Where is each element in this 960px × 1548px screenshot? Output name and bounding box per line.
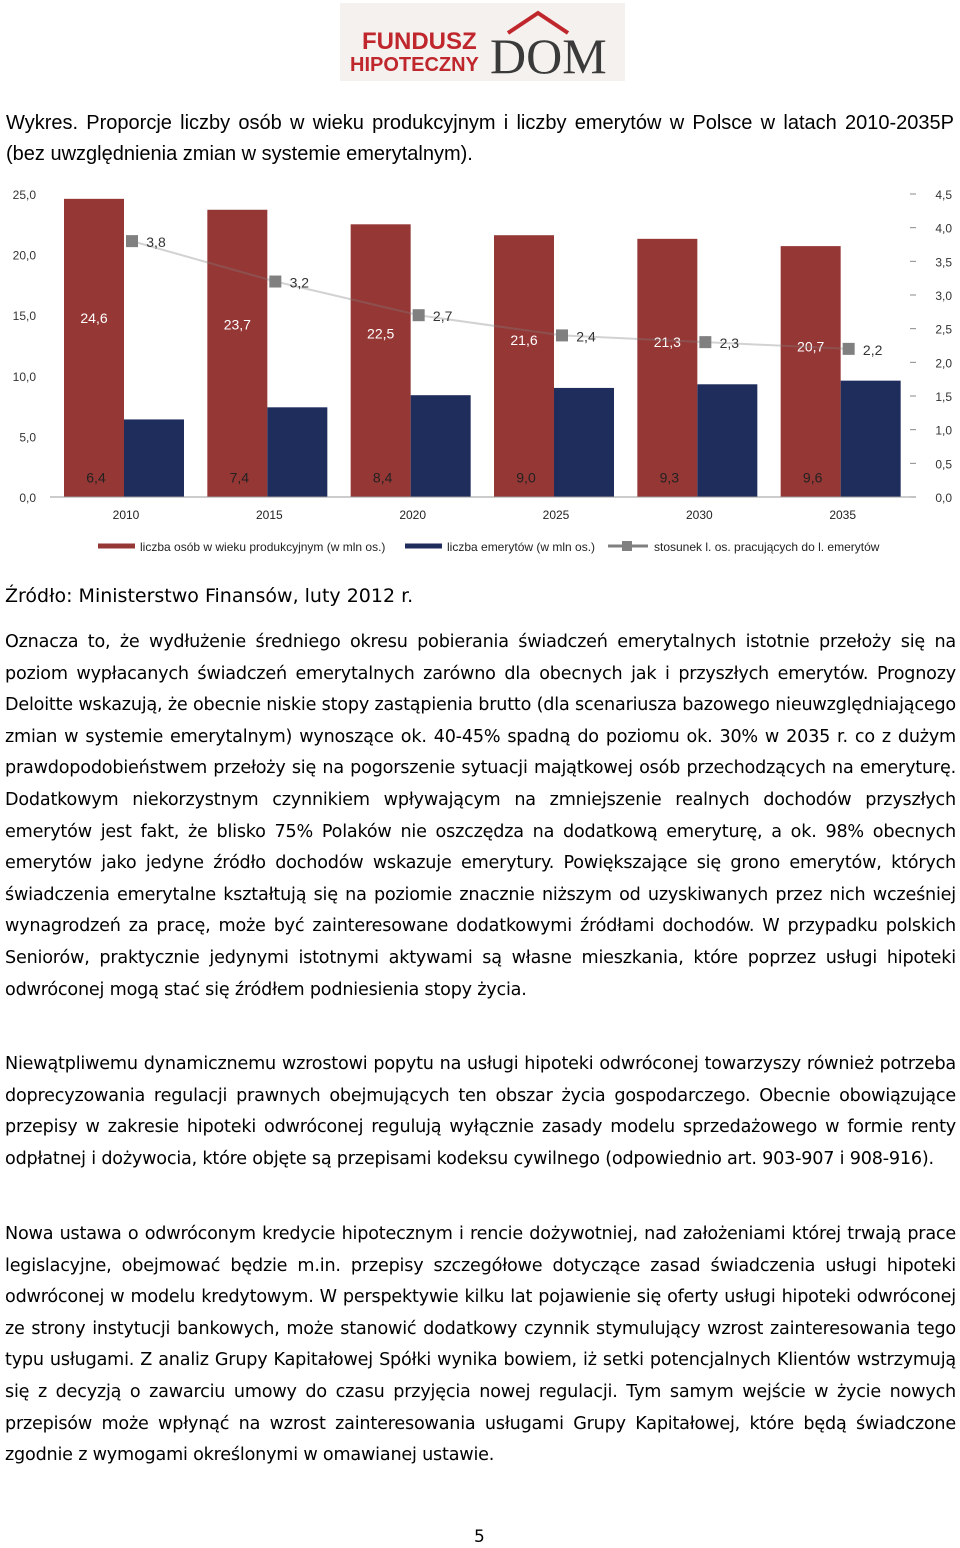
company-logo [340, 3, 625, 81]
x-axis-tick-label: 2035 [829, 508, 857, 522]
right-axis-tick-label: 4,5 [935, 188, 952, 202]
ratio-marker [556, 329, 568, 341]
left-axis-tick-label: 25,0 [12, 188, 36, 202]
ratio-marker [413, 309, 425, 321]
bar-pensioners [697, 384, 757, 497]
bar-working-age [637, 239, 697, 497]
ratio-marker [269, 276, 281, 288]
bar-working-age [207, 210, 267, 497]
bar-working-age [781, 246, 841, 497]
bar-label-working-age: 21,6 [510, 331, 538, 348]
figure-title: Wykres. Proporcje liczby osób w wieku produkcyjnym i liczby emerytów w Polsce w latach 2010-2035P (bez uwzględnienia zmian w systemie emerytalnym). [6, 112, 954, 165]
logo-word: DOM [490, 28, 607, 81]
legend-label-ratio: stosunek l. os. pracujących do l. emerytów [654, 540, 880, 554]
ratio-label: 3,2 [289, 274, 310, 291]
ratio-marker [126, 235, 138, 247]
left-axis-tick-label: 15,0 [12, 309, 36, 324]
bar-working-age [64, 199, 124, 497]
ratio-marker [843, 343, 855, 355]
legend-label-pensioners: liczba emerytów (w mln os.) [447, 540, 596, 554]
ratio-label: 2,7 [432, 308, 453, 325]
page-number: 5 [474, 1527, 485, 1547]
right-axis-tick-label: 4,0 [935, 221, 952, 236]
bar-label-working-age: 23,7 [223, 316, 251, 333]
bar-pensioners [124, 419, 184, 497]
left-axis-tick-label: 20,0 [12, 248, 36, 263]
logo-graphic [340, 3, 625, 81]
bar-label-pensioners: 9,0 [516, 469, 536, 486]
bar-pensioners [267, 407, 327, 497]
right-axis-tick-label: 2,0 [935, 356, 952, 371]
paragraph-3: Nowa ustawa o odwróconym kredycie hipotecznym i rencie dożywotniej, nad założeniami której trwają prace legislacyjne, obejmować będzie m.in. przepisy szczegółowe dotyczące zasad świadczenia usługi hipoteki odwróconej w modelu kredytowym. W perspektywie kilku lat pojawienie się oferty usługi hipoteki odwróconej ze strony instytucji bankowych, może stanowić dodatkowy czynnik stymulujący wzrost zainteresowania tego typu usługami. Z analiz Grupy Kapitałowej Spółki wynika bowiem, iż setki potencjalnych Klientów wstrzymują się z decyzją o zawarciu umowy do czasu przyjęcia nowej regulacji. Tym samym wejście w życie nowych przepisów może wpłynąć na wzrost zainteresowania usługami Grupy Kapitałowej, które będą świadczone zgodnie z wymogami określonymi w omawianej ustawie. [5, 1224, 956, 1466]
ratio-label: 2,2 [862, 341, 883, 358]
population-chart [0, 180, 960, 575]
bar-label-pensioners: 9,3 [659, 469, 680, 486]
bar-label-pensioners: 7,4 [229, 469, 250, 486]
ratio-label: 3,8 [146, 234, 166, 251]
x-axis-tick-label: 2020 [399, 508, 427, 522]
chart-source: Źródło: Ministerstwo Finansów, luty 2012 r. [5, 585, 414, 607]
left-axis-tick-label: 10,0 [12, 369, 36, 384]
x-axis-tick-label: 2030 [685, 508, 713, 522]
x-axis-tick-label: 2015 [255, 508, 283, 522]
bar-label-pensioners: 6,4 [86, 469, 106, 486]
right-axis-tick-label: 0,0 [935, 491, 952, 505]
left-axis-tick-label: 0,0 [19, 491, 36, 505]
right-axis-tick-label: 3,0 [935, 289, 952, 303]
bar-label-pensioners: 8,4 [372, 469, 393, 486]
bar-label-working-age: 22,5 [367, 325, 395, 342]
logo-line2: HIPOTECZNY [350, 54, 479, 76]
right-axis-tick-label: 0,5 [935, 457, 952, 472]
right-axis-tick-label: 1,5 [935, 390, 952, 404]
right-axis-tick-label: 2,5 [935, 322, 952, 337]
bar-pensioners [841, 381, 901, 497]
x-axis-tick-label: 2010 [112, 508, 140, 522]
paragraph-2: Niewątpliwemu dynamicznemu wzrostowi popytu na usługi hipoteki odwróconej towarzyszy również potrzeba doprecyzowania regulacji prawnych obejmujących ten obszar życia gospodarczego. Obecnie obowiązujące przepisy w zakresie hipoteki odwróconej regulują wyłącznie zasady modelu sprzedażowego w formie renty odpłatnej i dożywocia, które objęte są przepisami kodeksu cywilnego (odpowiednio art. 903-907 i 908-916). [5, 1054, 956, 1169]
paragraph-1: Oznacza to, że wydłużenie średniego okresu pobierania świadczeń emerytalnych istotnie przełoży się na poziom wypłacanych świadczeń emerytalnych zarówno dla obecnych jak i przyszłych emerytów. Prognozy Deloitte wskazują, że obecnie niskie stopy zastąpienia brutto (dla scenariusza bazowego nieuwzględniającego zmian w systemie emerytalnym) wynoszące ok. 40-45% spadną do poziomu ok. 30% w 2035 r. co z dużym prawdopodobieństwem przełoży się na pogorszenie sytuacji majątkowej osób przechodzących na emeryturę. Dodatkowym niekorzystnym czynnikiem wpływającym na zmniejszenie realnych dochodów przyszłych emerytów jest fakt, że blisko 75% Polaków nie oszczędza na dodatkową emeryturę, a ok. 98% obecnych emerytów jako jedyne źródło dochodów wskazuje emerytury. Powiększające się grono emerytów, których świadczenia emerytalne kształtują się na poziomie znacznie niższym od uzyskiwanych przez nich wcześniej wynagrodzeń za pracę, może być zainteresowane dodatkowymi źródłami dochodów. W przypadku polskich Seniorów, praktycznie jedynymi istotnymi aktywami są własne mieszkania, które poprzez usługi hipoteki odwróconej mogą stać się źródłem podniesienia stopy życia. [5, 632, 956, 1000]
bar-pensioners [554, 388, 614, 497]
legend-label-working-age: liczba osób w wieku produkcyjnym (w mln os.) [140, 540, 386, 554]
x-axis-tick-label: 2025 [542, 508, 570, 522]
legend-swatch-ratio-marker [622, 541, 632, 551]
bar-label-working-age: 21,3 [653, 334, 681, 351]
logo-line1: FUNDUSZ [362, 28, 477, 55]
right-axis-tick-label: 1,0 [935, 423, 952, 438]
right-axis-tick-label: 3,5 [935, 255, 952, 270]
bar-label-working-age: 24,6 [80, 310, 108, 327]
bar-label-working-age: 20,7 [797, 338, 825, 355]
left-axis-tick-label: 5,0 [19, 430, 36, 445]
ratio-label: 2,4 [576, 328, 596, 345]
bar-label-pensioners: 9,6 [802, 469, 823, 486]
ratio-marker [699, 336, 711, 348]
bar-working-age [351, 224, 411, 497]
bar-pensioners [411, 395, 471, 497]
bar-working-age [494, 235, 554, 497]
ratio-label: 2,3 [719, 335, 740, 352]
